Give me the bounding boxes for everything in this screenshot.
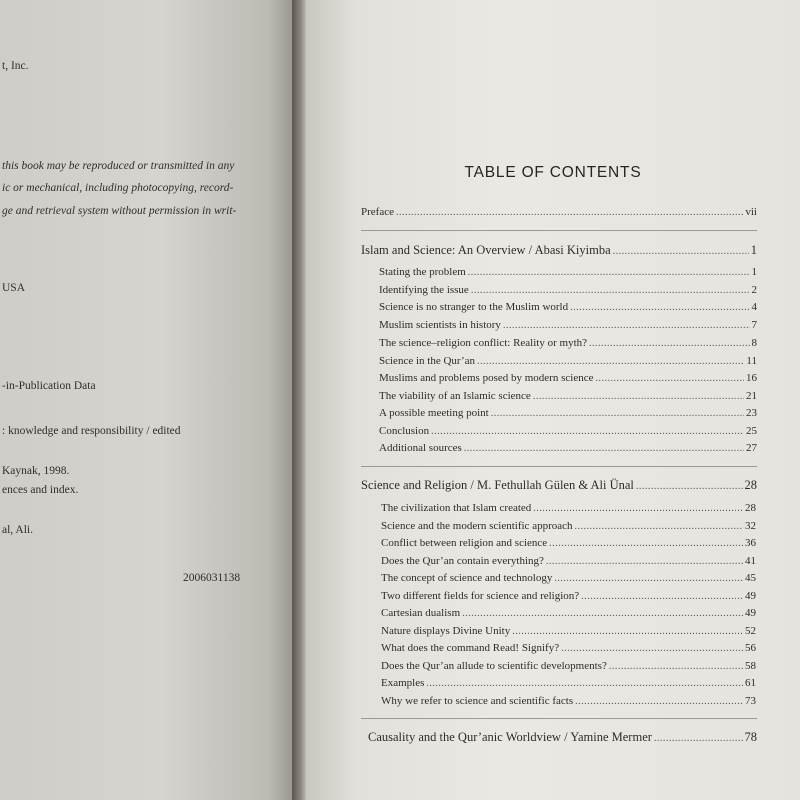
toc-page-number: 73 bbox=[745, 695, 756, 707]
leader-dots bbox=[512, 626, 743, 637]
lccn-number: 2006031138 bbox=[183, 572, 241, 584]
toc-item-row bbox=[381, 537, 756, 549]
toc-item-row bbox=[381, 555, 756, 567]
toc-entry-title: The civilization that Islam created bbox=[381, 502, 532, 514]
right-page bbox=[306, 0, 800, 800]
toc-page-number: 58 bbox=[745, 660, 756, 672]
toc-section-title: Science and Religion bbox=[361, 478, 468, 492]
toc-entry-title: Cartesian dualism bbox=[381, 607, 461, 619]
toc-entry-title: Does the Qur’an allude to scientific developments? bbox=[381, 660, 607, 672]
toc-item-row bbox=[381, 660, 756, 672]
toc-section-row: Islam and Science: An Overview / Abasi Kiyimba ..... 1 bbox=[361, 243, 757, 258]
toc-item-row bbox=[381, 590, 756, 602]
toc-page-number: vii bbox=[745, 206, 757, 218]
toc-page-number: 52 bbox=[745, 625, 756, 637]
cip-line: al, Ali. bbox=[2, 524, 33, 536]
toc-page-number: 36 bbox=[745, 537, 756, 549]
toc-page-number: 25 bbox=[746, 425, 757, 437]
toc-entry-title: Science and the modern scientific approach bbox=[381, 520, 573, 532]
leader-dots bbox=[431, 426, 744, 437]
toc-page-number: 78 bbox=[744, 730, 757, 744]
toc-entry-title: Conflict between religion and science bbox=[381, 537, 548, 549]
section-divider bbox=[361, 466, 757, 467]
toc-page-number: 45 bbox=[745, 572, 756, 584]
toc-item-row bbox=[379, 337, 757, 349]
leader-dots bbox=[471, 285, 750, 296]
leader-dots bbox=[575, 521, 743, 532]
leader-dots bbox=[477, 356, 744, 367]
toc-entry-title: Does the Qur’an contain everything? bbox=[381, 555, 544, 567]
toc-item-row bbox=[381, 520, 756, 532]
toc-page-number: 61 bbox=[745, 677, 756, 689]
leader-dots bbox=[549, 538, 743, 549]
toc-entry-title: Why we refer to science and scientific facts bbox=[381, 695, 574, 707]
leader-dots bbox=[581, 591, 743, 602]
toc-title: TABLE OF CONTENTS bbox=[464, 164, 642, 181]
toc-item-row bbox=[381, 572, 756, 584]
toc-entry-title: Identifying the issue bbox=[379, 284, 469, 296]
toc-page-number: 41 bbox=[745, 555, 756, 567]
toc-page-number: 7 bbox=[751, 319, 757, 331]
cip-line: ences and index. bbox=[2, 484, 79, 496]
book-gutter bbox=[292, 0, 306, 800]
toc-entry-title: Science in the Qur’an bbox=[379, 355, 476, 367]
toc-page-number: 4 bbox=[751, 301, 757, 313]
toc-preface-row bbox=[361, 206, 757, 218]
cip-line: : knowledge and responsibility / edited bbox=[2, 425, 181, 437]
toc-entry-title: Stating the problem bbox=[379, 266, 466, 278]
leader-dots bbox=[491, 408, 744, 419]
copyright-line: ic or mechanical, including photocopying, record- bbox=[2, 182, 234, 194]
leader-dots bbox=[464, 443, 744, 454]
toc-page-number: 21 bbox=[746, 390, 757, 402]
toc-entry-title: Two different fields for science and religion? bbox=[381, 590, 580, 602]
toc-page-number: 16 bbox=[746, 372, 757, 384]
toc-entry-title: The viability of an Islamic science bbox=[379, 390, 531, 402]
toc-item-row bbox=[379, 301, 757, 313]
leader-dots bbox=[533, 503, 743, 514]
toc-section-row: Science and Religion / M. Fethullah Gülen & Ali Ünal ..... 28 bbox=[361, 478, 757, 493]
toc-item-row bbox=[381, 695, 756, 707]
toc-item-row bbox=[381, 677, 756, 689]
copyright-line: ge and retrieval system without permission in writ- bbox=[2, 205, 237, 217]
toc-item-row bbox=[379, 425, 757, 437]
toc-page-number: 2 bbox=[751, 284, 757, 296]
toc-page-number: 49 bbox=[745, 590, 756, 602]
toc-entry-title: Additional sources bbox=[379, 442, 462, 454]
toc-entry-title: Muslims and problems posed by modern science bbox=[379, 372, 594, 384]
toc-item-row bbox=[379, 407, 757, 419]
leader-dots bbox=[595, 373, 744, 384]
leader-dots bbox=[561, 643, 743, 654]
leader-dots bbox=[654, 733, 743, 744]
toc-item-row bbox=[379, 372, 757, 384]
toc-entry-title: The concept of science and technology bbox=[381, 572, 553, 584]
toc-entry-title: Examples bbox=[381, 677, 425, 689]
toc-entry-title: What does the command Read! Signify? bbox=[381, 642, 560, 654]
left-page bbox=[0, 0, 292, 800]
toc-entry-title: The science–religion conflict: Reality or myth? bbox=[379, 337, 588, 349]
toc-item-row bbox=[379, 355, 757, 367]
toc-page-number: 49 bbox=[745, 607, 756, 619]
leader-dots bbox=[589, 338, 749, 349]
toc-entry-title: Nature displays Divine Unity bbox=[381, 625, 511, 637]
toc-page-number: 11 bbox=[746, 355, 757, 367]
toc-page-number: 23 bbox=[746, 407, 757, 419]
toc-entry-title: A possible meeting point bbox=[379, 407, 489, 419]
toc-item-row bbox=[379, 442, 757, 454]
toc-section-author: Yamine Mermer bbox=[570, 730, 652, 744]
toc-item-row bbox=[379, 284, 757, 296]
toc-page-number: 1 bbox=[751, 266, 757, 278]
leader-dots bbox=[396, 207, 743, 218]
toc-section-row: Causality and the Qur’anic Worldview / Yamine Mermer ..... 78 bbox=[368, 730, 757, 745]
leader-dots bbox=[554, 573, 743, 584]
cip-line: -in-Publication Data bbox=[2, 380, 96, 392]
leader-dots bbox=[503, 320, 750, 331]
leader-dots bbox=[570, 302, 749, 313]
leader-dots bbox=[468, 267, 750, 278]
leader-dots bbox=[613, 246, 749, 257]
copyright-line: this book may be reproduced or transmitted in any bbox=[2, 160, 235, 172]
toc-item-row bbox=[381, 625, 756, 637]
toc-page-number: 27 bbox=[746, 442, 757, 454]
leader-dots bbox=[426, 678, 743, 689]
toc-page-number: 28 bbox=[745, 502, 756, 514]
toc-section-author: M. Fethullah Gülen & Ali Ünal bbox=[476, 478, 634, 492]
toc-item-row bbox=[379, 266, 757, 278]
copyright-line: t, Inc. bbox=[2, 60, 29, 72]
toc-section-title: Causality and the Qur’anic Worldview bbox=[368, 730, 561, 744]
leader-dots bbox=[636, 481, 743, 492]
toc-section-title: Islam and Science: An Overview bbox=[361, 243, 526, 257]
section-divider bbox=[361, 718, 757, 719]
toc-page-number: 28 bbox=[744, 478, 757, 492]
leader-dots bbox=[575, 696, 743, 707]
leader-dots bbox=[533, 391, 744, 402]
toc-page-number: 32 bbox=[745, 520, 756, 532]
leader-dots bbox=[609, 661, 743, 672]
toc-item-row bbox=[381, 642, 756, 654]
cip-line: Kaynak, 1998. bbox=[2, 465, 70, 477]
toc-item-row bbox=[381, 502, 756, 514]
toc-item-row bbox=[381, 607, 756, 619]
leader-dots bbox=[546, 556, 743, 567]
leader-dots bbox=[462, 608, 743, 619]
copyright-line: USA bbox=[2, 282, 26, 294]
toc-section-author: Abasi Kiyimba bbox=[534, 243, 611, 257]
toc-page-number: 1 bbox=[750, 243, 757, 257]
toc-entry-title: Conclusion bbox=[379, 425, 430, 437]
toc-entry-title: Muslim scientists in history bbox=[379, 319, 501, 331]
toc-entry-title: Science is no stranger to the Muslim world bbox=[379, 301, 569, 313]
toc-entry-title: Preface bbox=[361, 206, 394, 218]
section-divider bbox=[361, 230, 757, 231]
toc-item-row bbox=[379, 390, 757, 402]
toc-page-number: 56 bbox=[745, 642, 756, 654]
toc-page-number: 8 bbox=[751, 337, 757, 349]
toc-item-row bbox=[379, 319, 757, 331]
